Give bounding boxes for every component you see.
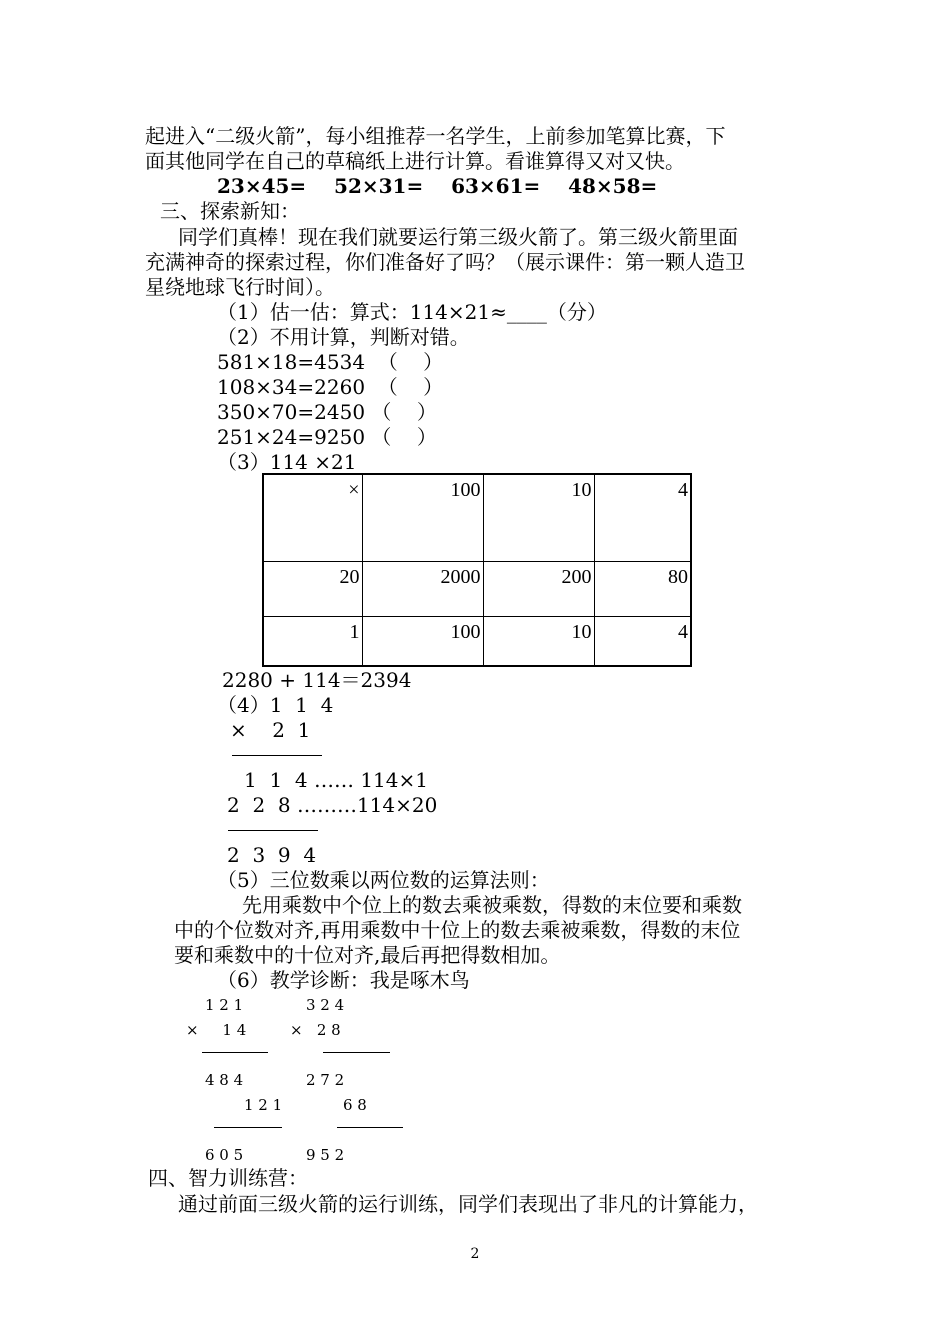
- diag-b-top: 3 2 4: [306, 996, 345, 1014]
- grid-cell: 1: [263, 616, 362, 666]
- multiplication-grid: [262, 473, 692, 667]
- grid-cell: 80: [594, 561, 691, 616]
- section-3-heading: 三、探索新知：: [160, 199, 300, 223]
- diag-a-top: 1 2 1: [205, 996, 244, 1014]
- rule-line-1: 先用乘数中个位上的数去乘被乘数，得数的末位要和乘数: [242, 893, 742, 917]
- calc-underline: [228, 830, 318, 831]
- grid-cell: 100: [362, 474, 483, 561]
- diag-a-partial-2: 1 2 1: [244, 1096, 283, 1114]
- section-4-para-1: 通过前面三级火箭的运行训练，同学们表现出了非凡的计算能力，: [178, 1192, 758, 1216]
- diag-b-multiplier: × 2 8: [290, 1021, 341, 1039]
- vertical-calc-result: 2 3 9 4: [227, 843, 317, 867]
- judge-line: 108×34=2260 （ ）: [217, 375, 444, 399]
- competition-problems: 23×45= 52×31= 63×61= 48×58=: [217, 174, 658, 198]
- calc-underline: [337, 1127, 403, 1128]
- intro-line-2: 面其他同学在自己的草稿纸上进行计算。看谁算得又对又快。: [145, 149, 685, 173]
- vertical-calc-partial-1: 1 1 4 …… 114×1: [244, 768, 428, 792]
- judge-line: 350×70=2450 （ ）: [217, 400, 437, 424]
- grid-cell: 20: [263, 561, 362, 616]
- grid-row: [263, 561, 691, 616]
- intro-line-1: 起进入“二级火箭”，每小组推荐一名学生，上前参加笔算比赛，下: [145, 124, 726, 148]
- item-estimate: （1）估一估：算式：114×21≈____（分）: [217, 300, 607, 324]
- item-rule-heading: （5）三位数乘以两位数的运算法则：: [217, 868, 550, 892]
- calc-underline: [202, 1052, 268, 1053]
- judge-line: 581×18=4534 （ ）: [217, 350, 444, 374]
- item-grid-method: （3）114 ×21: [217, 450, 357, 474]
- calc-underline: [232, 755, 322, 756]
- section-3-para-3: 星绕地球飞行时间）。: [145, 275, 335, 299]
- grid-row: [263, 474, 691, 561]
- grid-cell: 4: [594, 474, 691, 561]
- section-3-para-2: 充满神奇的探索过程，你们准备好了吗？（展示课件：第一颗人造卫: [145, 250, 745, 274]
- grid-cell: 2000: [362, 561, 483, 616]
- section-4-heading: 四、智力训练营：: [148, 1166, 308, 1190]
- vertical-calc-partial-2: 2 2 8 ………114×20: [227, 793, 438, 817]
- grid-cell: 100: [362, 616, 483, 666]
- judge-line: 251×24=9250 （ ）: [217, 425, 437, 449]
- rule-line-2: 中的个位数对齐,再用乘数中十位上的数去乘被乘数，得数的末位: [174, 918, 741, 942]
- item-judge: （2）不用计算，判断对错。: [217, 325, 470, 349]
- rule-line-3: 要和乘数中的十位对齐,最后再把得数相加。: [174, 943, 561, 967]
- calc-underline: [323, 1052, 390, 1053]
- grid-cell: 200: [483, 561, 594, 616]
- grid-sum: 2280 + 114＝2394: [222, 668, 412, 692]
- section-3-para-1: 同学们真棒！现在我们就要运行第三级火箭了。第三级火箭里面: [178, 225, 738, 249]
- diag-a-partial-1: 4 8 4: [205, 1071, 244, 1089]
- diag-b-result: 9 5 2: [306, 1146, 345, 1164]
- grid-row: [263, 616, 691, 666]
- calc-underline: [214, 1127, 282, 1128]
- grid-cell: 4: [594, 616, 691, 666]
- diag-b-partial-1: 2 7 2: [306, 1071, 345, 1089]
- grid-cell: ×: [263, 474, 362, 561]
- vertical-calc-top: （4）1 1 4: [217, 693, 334, 717]
- diag-a-multiplier: × 1 4: [186, 1021, 247, 1039]
- diag-b-partial-2: 6 8: [343, 1096, 367, 1114]
- diag-a-result: 6 0 5: [205, 1146, 244, 1164]
- item-diagnosis: （6）教学诊断：我是啄木鸟: [217, 968, 470, 992]
- grid-cell: 10: [483, 474, 594, 561]
- grid-cell: 10: [483, 616, 594, 666]
- vertical-calc-multiplier: × 2 1: [230, 718, 311, 742]
- page-number: 2: [470, 1246, 480, 1262]
